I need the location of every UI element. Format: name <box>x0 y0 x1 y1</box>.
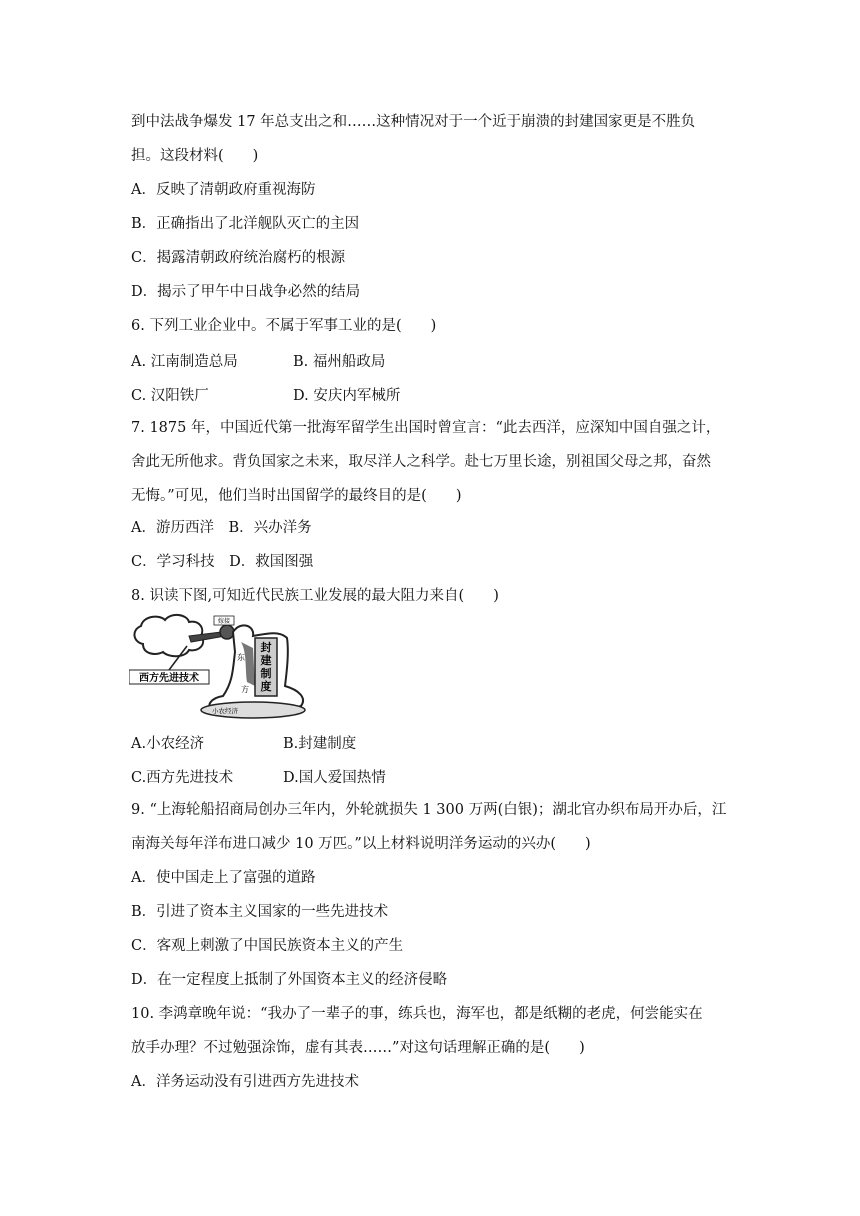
q9-option-c: C．客观上刺激了中国民族资本主义的产生 <box>131 938 404 954</box>
q6-option-d: D. 安庆内军械所 <box>293 388 401 404</box>
q5-continuation-line1: 到中法战争爆发 17 年总支出之和……这种情况对于一个近于崩溃的封建国家更是不胜负 <box>131 114 696 130</box>
q8-stem: 8. 识读下图,可知近代民族工业发展的最大阻力来自( ) <box>131 588 499 604</box>
q8-option-a: A.小农经济 <box>131 736 205 752</box>
graft-knot <box>220 625 234 639</box>
q7-options-cd: C．学习科技 D．救国图强 <box>131 554 314 570</box>
q6-options-row2 <box>0 384 860 404</box>
q7-stem-line2: 舍此无所他求。背负国家之未来，取尽洋人之科学。赴七万里长途，别祖国父母之邦，奋然 <box>131 454 711 470</box>
q10-stem-line2: 放手办理？不过勉强涂饰，虚有其表……”对这句话理解正确的是( ) <box>131 1040 585 1056</box>
cartoon-svg <box>129 612 311 720</box>
q8-option-b: B.封建制度 <box>283 736 357 752</box>
east-label-1: 东 <box>237 653 245 662</box>
q5-continuation-line2: 担。这段材料( ) <box>131 148 259 164</box>
q6-option-a: A. 江南制造总局 <box>131 354 238 370</box>
q5-option-c: C．揭露清朝政府统治腐朽的根源 <box>131 250 346 266</box>
q5-option-a: A．反映了清朝政府重视海防 <box>131 182 316 198</box>
q8-option-c: C.西方先进技术 <box>131 770 234 786</box>
q9-option-b: B．引进了资本主义国家的一些先进技术 <box>131 904 389 920</box>
q6-stem: 6. 下列工业企业中。不属于军事工业的是( ) <box>131 318 437 334</box>
q7-options-ab: A．游历西洋 B．兴办洋务 <box>131 520 312 536</box>
feudal-label-char4: 度 <box>260 680 272 693</box>
west-tech-label: 西方先进技术 <box>139 673 199 684</box>
feudal-label-char1: 封 <box>260 641 272 654</box>
q6-option-b: B. 福州船政局 <box>293 354 386 370</box>
small-peasant-label: 小农经济 <box>212 707 238 715</box>
east-label-2: 方 <box>241 685 249 694</box>
q8-options-row1 <box>0 732 860 752</box>
q9-stem-line2: 南海关每年洋布进口减少 10 万匹。”以上材料说明洋务运动的兴办( ) <box>131 836 591 852</box>
q10-stem-line1: 10. 李鸿章晚年说：“我办了一辈子的事，练兵也，海军也，都是纸糊的老虎，何尝能实在 <box>131 1006 703 1022</box>
q7-stem-line3: 无悔。”可见，他们当时出国留学的最终目的是( ) <box>131 488 462 504</box>
q5-option-d: D．揭示了甲午中日战争必然的结局 <box>131 284 361 300</box>
q6-option-c: C. 汉阳铁厂 <box>131 388 209 404</box>
q9-option-a: A．使中国走上了富强的道路 <box>131 870 316 886</box>
graft-label: 嫁接 <box>217 618 231 625</box>
q8-cartoon-figure <box>129 612 311 720</box>
q8-option-d: D.国人爱国热情 <box>283 770 386 786</box>
feudal-label-char3: 制 <box>260 667 272 680</box>
q9-option-d: D．在一定程度上抵制了外国资本主义的经济侵略 <box>131 972 448 988</box>
q5-option-b: B．正确指出了北洋舰队灭亡的主因 <box>131 216 360 232</box>
q9-stem-line1: 9. “上海轮船招商局创办三年内，外轮就损失 1 300 万两(白银)；湖北官办织布局开办后，江 <box>131 802 727 818</box>
q6-options-row1 <box>0 350 860 370</box>
q8-options-row2 <box>0 766 860 786</box>
q7-stem-line1: 7. 1875 年，中国近代第一批海军留学生出国时曾宣言：“此去西洋，应深知中国自强之计， <box>131 420 721 436</box>
feudal-label-char2: 建 <box>260 654 272 667</box>
q10-option-a: A．洋务运动没有引进西方先进技术 <box>131 1074 359 1090</box>
